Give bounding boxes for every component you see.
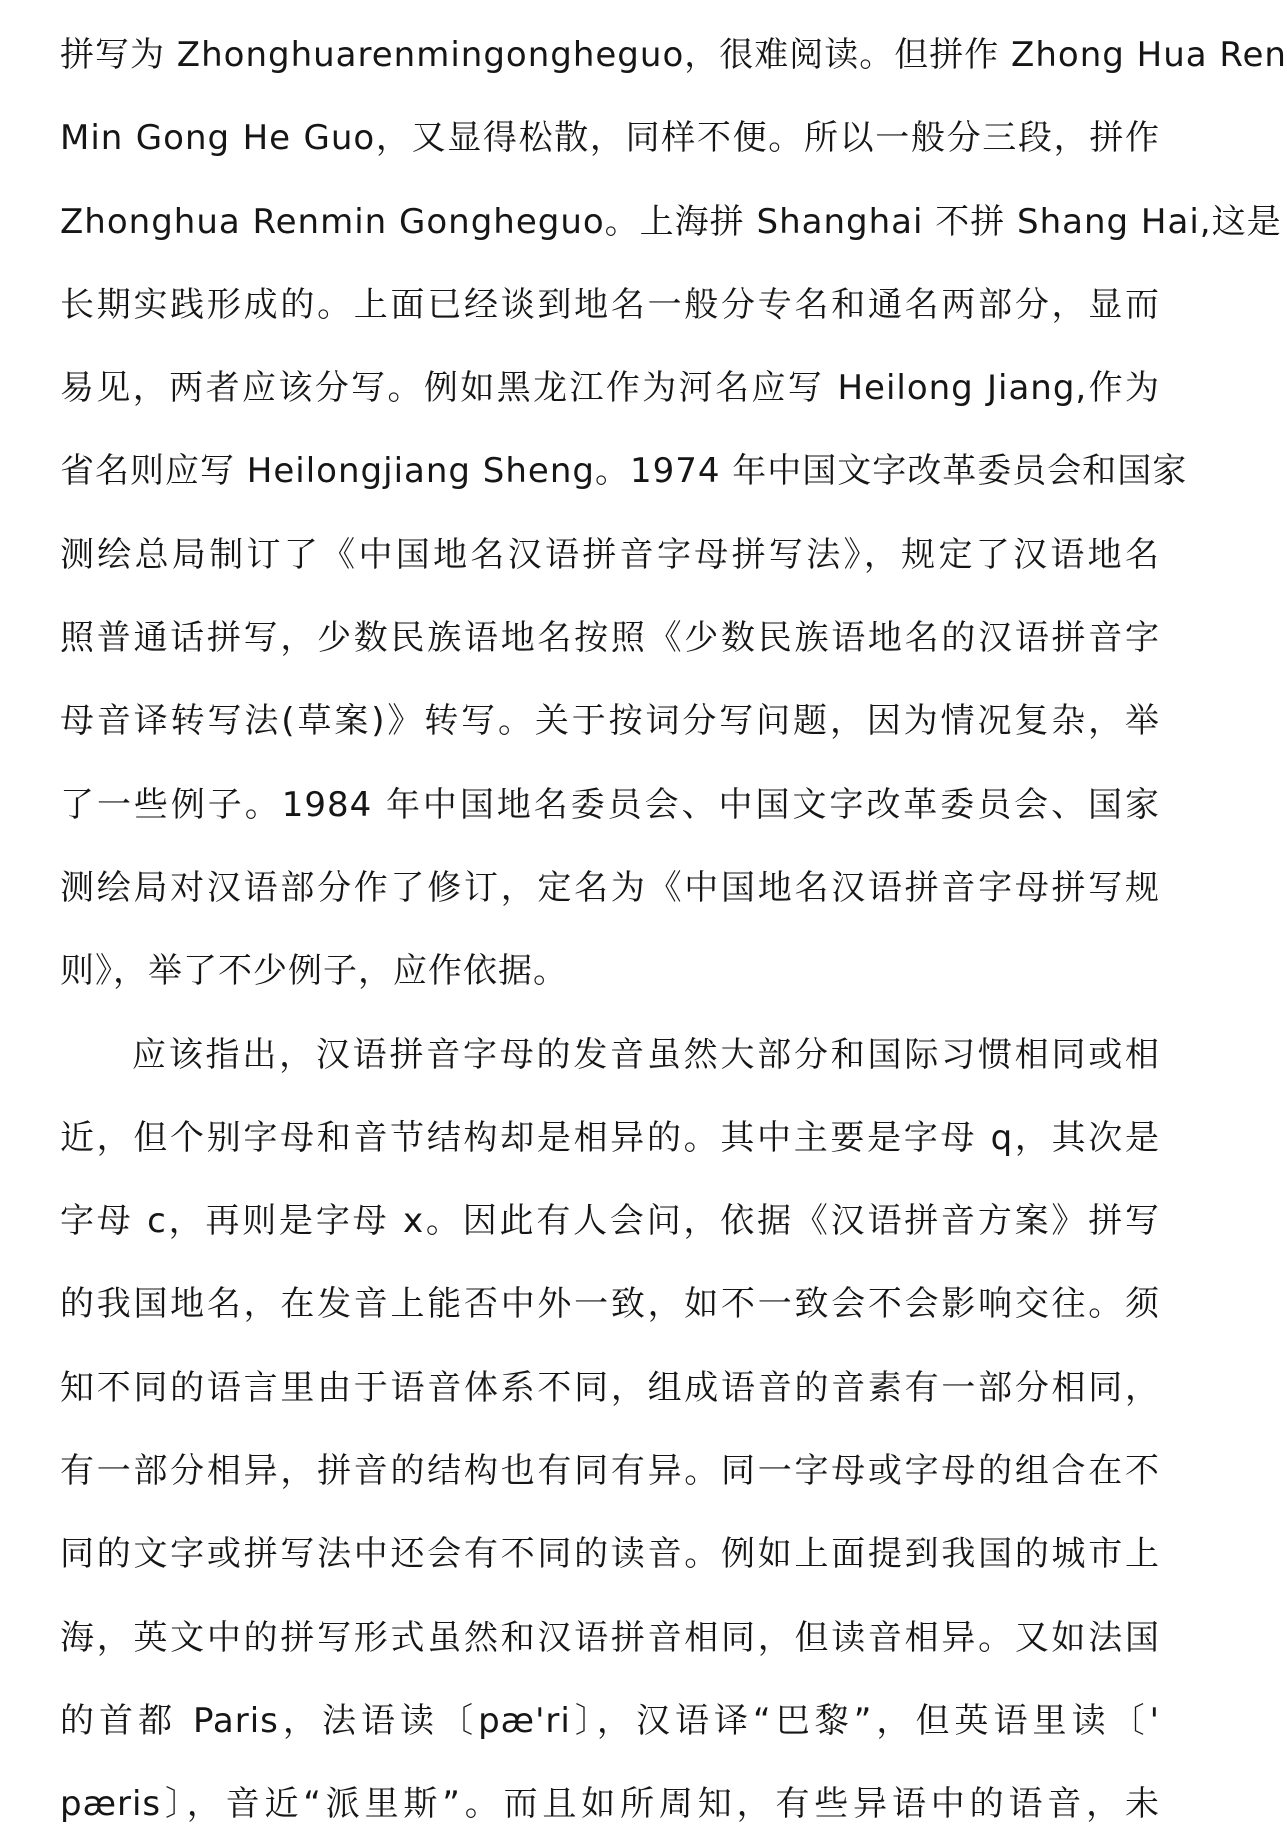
text-line: 的首都 Paris，法语读〔pæ'ri〕，汉语译“巴黎”，但英语里读〔' [60,1700,1160,1741]
text-line: 拼写为 Zhonghuarenmingongheguo，很难阅读。但拼作 Zhong Hua Ren [60,35,1287,75]
text-line: 应该指出，汉语拼音字母的发音虽然大部分和国际习惯相同或相 [132,1034,1160,1075]
text-line: 则》，举了不少例子，应作依据。 [60,951,568,992]
text-line: 同的文字或拼写法中还会有不同的读音。例如上面提到我国的城市上 [60,1534,1160,1575]
paragraph-2 [60,1014,1160,1847]
text-line: 照普通话拼写，少数民族语地名按照《少数民族语地名的汉语拼音字 [60,618,1160,659]
text-line: 近，但个别字母和音节结构却是相异的。其中主要是字母 q，其次是 [60,1117,1160,1158]
text-line: pæris〕，音近“派里斯”。而且如所周知，有些异语中的语音，未 [60,1784,1160,1825]
text-line: 知不同的语言里由于语音体系不同，组成语音的音素有一部分相同， [60,1367,1160,1408]
text-line: 长期实践形成的。上面已经谈到地名一般分专名和通名两部分，显而 [60,284,1160,325]
text-line: 母音译转写法(草案)》转写。关于按词分写问题，因为情况复杂，举 [60,701,1160,742]
text-line: 海，英文中的拼写形式虽然和汉语拼音相同，但读音相异。又如法国 [60,1617,1160,1658]
text-line: Zhonghua Renmin Gongheguo。上海拼 Shanghai 不拼 Shang Hai,这是 [60,201,1282,242]
text-line: 的我国地名，在发音上能否中外一致，如不一致会不会影响交往。须 [60,1284,1160,1325]
text-line: 测绘总局制订了《中国地名汉语拼音字母拼写法》，规定了汉语地名 [60,534,1160,575]
text-line: Min Gong He Guo，又显得松散，同样不便。所以一般分三段，拼作 [60,118,1160,159]
text-line: 易见，两者应该分写。例如黑龙江作为河名应写 Heilong Jiang,作为 [60,368,1160,409]
text-line: 字母 c，再则是字母 x。因此有人会问，依据《汉语拼音方案》拼写 [60,1201,1160,1242]
paragraph-1 [60,14,1287,1014]
text-line: 测绘局对汉语部分作了修订，定名为《中国地名汉语拼音字母拼写规 [60,867,1160,908]
text-line: 有一部分相异，拼音的结构也有同有异。同一字母或字母的组合在不 [60,1451,1160,1492]
text-line: 了一些例子。1984 年中国地名委员会、中国文字改革委员会、国家 [60,784,1160,825]
text-line: 省名则应写 Heilongjiang Sheng。1974 年中国文字改革委员会和国家 [60,451,1188,492]
